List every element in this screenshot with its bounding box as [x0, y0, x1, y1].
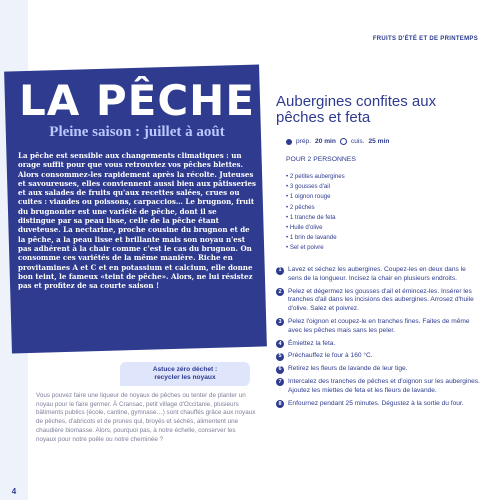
- step-text: Lavez et séchez les aubergines. Coupez-les en deux dans le sens de la longueur. Incisez la chair en plusieurs endroits.: [288, 266, 466, 282]
- ingredient-item: • 1 tranche de feta: [286, 213, 345, 223]
- tip-paragraph: Vous pouvez faire une liqueur de noyaux de pêches ou tenter de planter un noyau pour le faire germer. À Cransac, petit village d'Occitanie, plusieurs bâtiments publics (école, cantine, gymnase…) sont chauffés grâce aux noyaux de pêches, d'abricots et de prunes qui, broyés et séchés, alimentent une chaudière biomasse. Alors, pourquoi pas, à notre échelle, conserver les noyaux pour notre poêle ou notre cheminée ?: [36, 392, 256, 443]
- ingredient-item: • 2 pêches: [286, 203, 345, 213]
- ingredient-item: • 2 petites aubergines: [286, 172, 345, 182]
- step-text: Pelez et dégermez les gousses d'ail et émincez-les. Insérer les tranches d'ail dans les incisions des aubergines. Arrosez d'huile d'olive. Salez et poivrez.: [288, 287, 474, 313]
- recipe-steps: [276, 266, 481, 412]
- step-number-badge: 3: [276, 318, 284, 326]
- step-text: Préchauffez le four à 160 °C.: [288, 352, 373, 360]
- tip-badge: [120, 362, 250, 386]
- step-number-badge: 4: [276, 340, 284, 348]
- step-number-badge: 5: [276, 353, 284, 361]
- step-number-badge: 1: [276, 267, 284, 275]
- step-number-badge: 2: [276, 288, 284, 296]
- recipe-timing: [286, 138, 389, 145]
- peach-info-card: [18, 76, 256, 291]
- recipe-step: [276, 266, 481, 284]
- section-header: FRUITS D'ÉTÉ ET DE PRINTEMPS: [372, 36, 478, 42]
- recipe-step: [276, 365, 481, 374]
- step-text: Intercalez des tranches de pêches et d'oignon sur les aubergines. Ajoutez les miettes de feta et les fleurs de lavande.: [288, 377, 480, 394]
- cook-time-icon: [340, 138, 347, 145]
- step-number-badge: 6: [276, 366, 284, 374]
- ingredient-item: • 3 gousses d'ail: [286, 182, 345, 192]
- intro-paragraph: La pêche est sensible aux changements climatiques : un orage suffit pour que vous retrouviez vos pêches blettes. Alors consommez-les rapidement après la récolte. Juteuses et savoureuses, elles conviennent aussi bien aux pâtisseries et aux salades de fruits qu'aux recettes salées, crues ou cuites : viandes ou poissons, carpaccios… Le brugnon, fruit du brugnonier est une variété de pêche, dont il se distingue par sa peau lisse, celle de la pêche étant duveteuse. La nectarine, proche cousine du brugnon et de la pêche, a la peau lisse et brillante mais son noyau n'est pas adhérent à la chair comme c'est le cas du brugnon. On consomme ces variétés de la même manière. Riche en provitamines A et C et en potassium et calcium, elle donne bon teint, le fameux «teint de pêche». Alors, ne lui résistez pas et profitez de sa courte saison !: [18, 151, 256, 291]
- recipe-step: [276, 378, 481, 396]
- step-text: Enfournez pendant 25 minutes. Dégustez à la sortie du four.: [288, 399, 464, 407]
- step-text: Émiettez la feta.: [288, 339, 336, 347]
- recipe-step: [276, 340, 481, 349]
- page-number: 4: [6, 484, 22, 498]
- prep-time: 20 min: [315, 138, 336, 145]
- ingredient-item: • Huile d'olive: [286, 223, 345, 233]
- step-text: Retirez les fleurs de lavande de leur tige.: [288, 365, 408, 373]
- step-text: Pelez l'oignon et coupez-le en tranches fines. Faites de même avec les pêches mais sans les peler.: [288, 317, 470, 334]
- recipe-step: [276, 352, 481, 361]
- cook-label: cuis.: [350, 138, 365, 145]
- step-number-badge: 8: [276, 400, 284, 408]
- ingredient-item: • 1 oignon rouge: [286, 192, 345, 202]
- ingredient-item: • Sel et poivre: [286, 243, 345, 253]
- step-number-badge: 7: [276, 378, 284, 386]
- recipe-step: [276, 288, 481, 314]
- season-subtitle: Pleine saison : juillet à août: [49, 124, 225, 140]
- tip-title-line1: Astuce zéro déchet :: [152, 366, 218, 373]
- prep-time-icon: [286, 139, 292, 145]
- recipe-step: [276, 400, 481, 409]
- cook-time: 25 min: [368, 138, 390, 145]
- recipe-title: Aubergines confites aux pêches et feta: [276, 93, 437, 126]
- page-title: LA PÊCHE: [18, 76, 256, 125]
- ingredient-list: [286, 172, 345, 254]
- servings-label: POUR 2 PERSONNES: [286, 156, 356, 163]
- prep-label: prép.: [296, 138, 312, 145]
- tip-title-line2: recycler les noyaux: [154, 374, 216, 381]
- recipe-step: [276, 318, 481, 336]
- ingredient-item: • 1 brin de lavande: [286, 233, 345, 243]
